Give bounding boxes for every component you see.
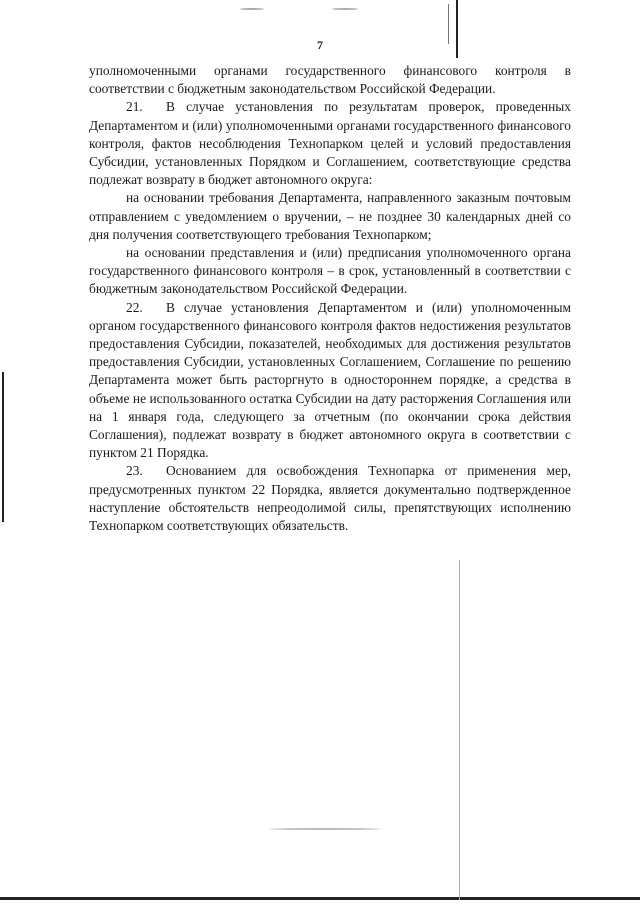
paragraph-23 [89, 462, 571, 535]
document-body [89, 62, 571, 535]
scan-artifact-margin-line [2, 372, 4, 522]
page-number: 7 [317, 38, 323, 52]
scan-artifact-speck [240, 8, 264, 10]
paragraph-number: 22. [126, 299, 143, 315]
paragraph-number: 21. [126, 99, 143, 115]
paragraph-21-item-2: на основании представления и (или) предписания уполномоченного органа государственного финансового контроля – в срок, установленный в соответствии с бюджетным законодательством Российской Федерации. [89, 245, 571, 297]
paragraph-21 [89, 98, 571, 189]
paragraph-21-item-1: на основании требования Департамента, направленного заказным почтовым отправлением с уведомлением о вручении, – не позднее 30 календарных дней со дня получения соответствующего требования Технопарком; [89, 190, 571, 242]
paragraph-22 [89, 299, 571, 463]
paragraph-continuation: уполномоченными органами государственного финансового контроля в соответствии с бюджетным законодательством Российской Федерации. [89, 63, 571, 97]
scan-artifact-right-line [459, 560, 460, 900]
paragraph-text: В случае установления по результатам проверок, проведенных Департаментом и (или) уполномоченными органами государственного финансового контроля, фактов несоблюдения Технопарком целей и условий предоставления Субсидии, установленных Порядком и Соглашением, соответствующие средства подлежат возврату в бюджет автономного округа: [89, 99, 571, 188]
paragraph-number: 23. [126, 463, 143, 479]
paragraph-text: В случае установления Департаментом и (или) уполномоченным органом государственного финансового контроля фактов недостижения результатов предоставления Субсидии, показателей, необходимых для достижения результатов предоставления Субсидии, установленных Соглашением, Соглашение по решению Департамента может быть расторгнуто в одностороннем порядке, а средства в объеме не использованного остатка Субсидии на дату расторжения Соглашения или на 1 января года, следующего за отчетным (по окончании срока действия Соглашения), подлежат возврату в бюджет автономного округа в соответствии с пунктом 21 Порядка. [89, 299, 571, 461]
paragraph-text: Основанием для освобождения Технопарка от применения мер, предусмотренных пунктом 22 Порядка, является документально подтвержденное наступление обстоятельств непреодолимой силы, препятствующих исполнению Технопарком соответствующих обязательств. [89, 463, 571, 534]
scan-artifact-speck-2 [332, 8, 358, 10]
scan-artifact-speck-3 [270, 828, 380, 830]
scan-artifact-bottom-line [0, 897, 640, 900]
